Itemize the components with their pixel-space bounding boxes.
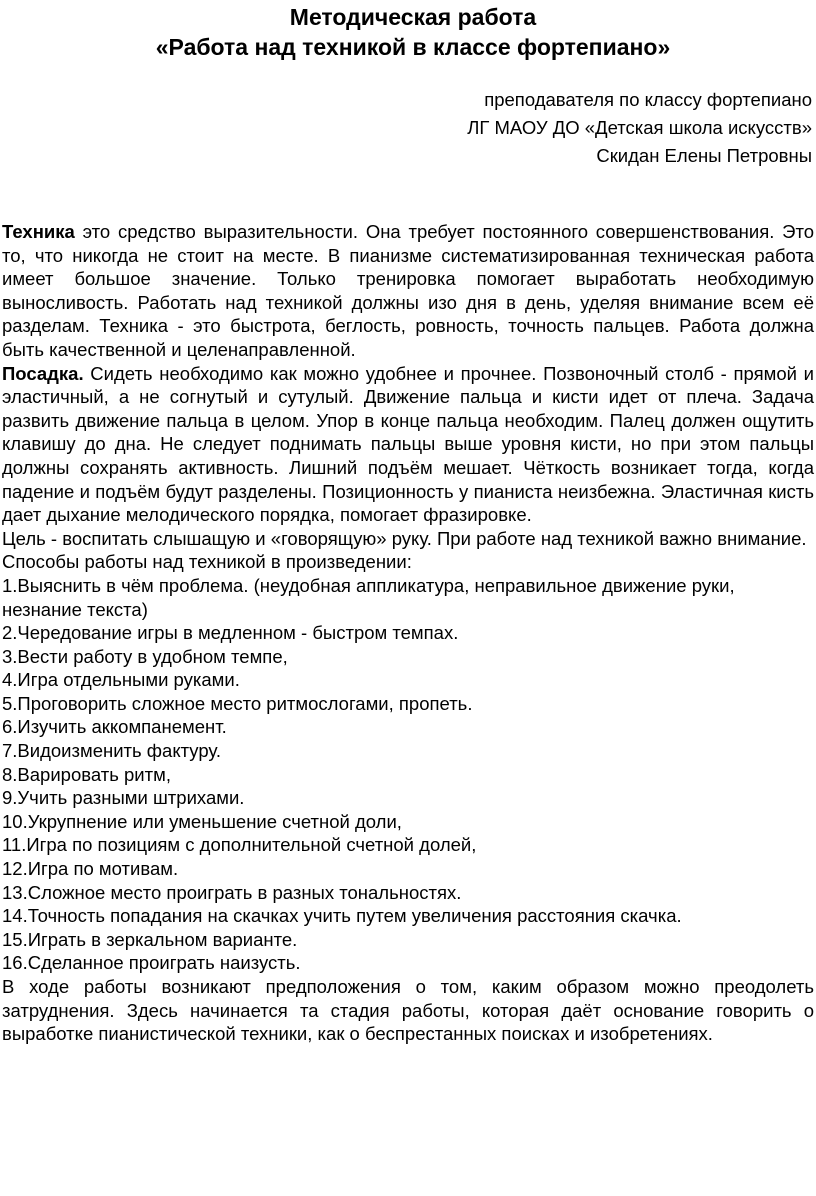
list-item: 10.Укрупнение или уменьшение счетной доли,	[2, 810, 402, 832]
list-item: 15.Играть в зеркальном варианте.	[2, 928, 298, 950]
technique-paragraph	[2, 220, 814, 362]
methods-heading: Способы работы над техникой в произведении:	[2, 551, 412, 573]
conclusion-paragraph: В ходе работы возникают предположения о том, каким образом можно преодолеть затруднения. Здесь начинается та стадия работы, которая даёт основание говорить о выработке пианистической техники, как о беспрестанных поисках и изобретениях.	[2, 976, 814, 1045]
list-item: 14.Точность попадания на скачках учить путем увеличения расстояния скачка.	[2, 905, 682, 927]
author-line-1: преподавателя по классу фортепиано	[484, 89, 812, 110]
author-name: Скидан Елены Петровны	[596, 145, 812, 166]
list-item: 5.Проговорить сложное место ритмослогами, пропеть.	[2, 692, 473, 714]
technique-label: Техника	[2, 221, 75, 242]
list-item: 9.Учить разными штрихами.	[2, 787, 245, 809]
technique-text: это средство выразительности. Она требует постоянного совершенствования. Это то, что никогда не стоит на месте. В пианизме систематизированная техническая работа имеет большое значение. Только тренировка помогает выработать необходимую выносливость. Работать над техникой должны изо дня в день, уделяя внимание всем её разделам. Техника - это быстрота, беглость, ровность, точность пальцев. Работа должна быть качественной и целенаправленной.	[2, 221, 814, 360]
document-body	[2, 220, 814, 1046]
document-title	[2, 2, 814, 62]
list-item: 6.Изучить аккомпанемент.	[2, 716, 227, 738]
list-item: 1.Выяснить в чём проблема. (неудобная аппликатура, неправильное движение руки,	[2, 574, 735, 596]
list-item: 7.Видоизменить фактуру.	[2, 740, 221, 762]
posture-text: Сидеть необходимо как можно удобнее и прочнее. Позвоночный столб - прямой и эластичный, а не согнутый и сутулый. Движение пальца и кисти идет от плеча. Задача развить движение пальца в целом. Упор в конце пальца необходим. Палец должен ощутить клавишу до дна. Не следует поднимать пальцы выше уровня кисти, но при этом пальцы должны сохранять активность. Лишний подъём мешает. Чёткость возникает тогда, когда падение и подъём будут разделены. Позиционность у пианиста неизбежна. Эластичная кисть дает дыхание мелодического порядка, помогает фразировке.	[2, 362, 814, 526]
author-block	[2, 86, 814, 170]
list-item: 4.Игра отдельными руками.	[2, 669, 240, 691]
title-line-2: «Работа над техникой в классе фортепиано»	[155, 34, 671, 60]
posture-paragraph	[2, 362, 814, 527]
list-item: 12.Игра по мотивам.	[2, 858, 179, 880]
list-item: 8.Варировать ритм,	[2, 763, 171, 785]
list-item: незнание текста)	[2, 598, 148, 620]
list-item: 2.Чередование игры в медленном - быстром темпах.	[2, 622, 459, 644]
list-item: 11.Игра по позициям с дополнительной счетной долей,	[2, 834, 477, 856]
title-line-1: Методическая работа	[289, 4, 537, 30]
list-item: 16.Сделанное проиграть наизусть.	[2, 952, 301, 974]
posture-label: Посадка.	[2, 362, 84, 384]
list-item: 13.Сложное место проиграть в разных тональностях.	[2, 881, 462, 903]
goal-paragraph: Цель - воспитать слышащую и «говорящую» руку. При работе над техникой важно внимание.	[2, 527, 807, 549]
methods-list	[2, 574, 814, 975]
author-line-2: ЛГ МАОУ ДО «Детская школа искусств»	[467, 117, 812, 138]
list-item: 3.Вести работу в удобном темпе,	[2, 645, 288, 667]
